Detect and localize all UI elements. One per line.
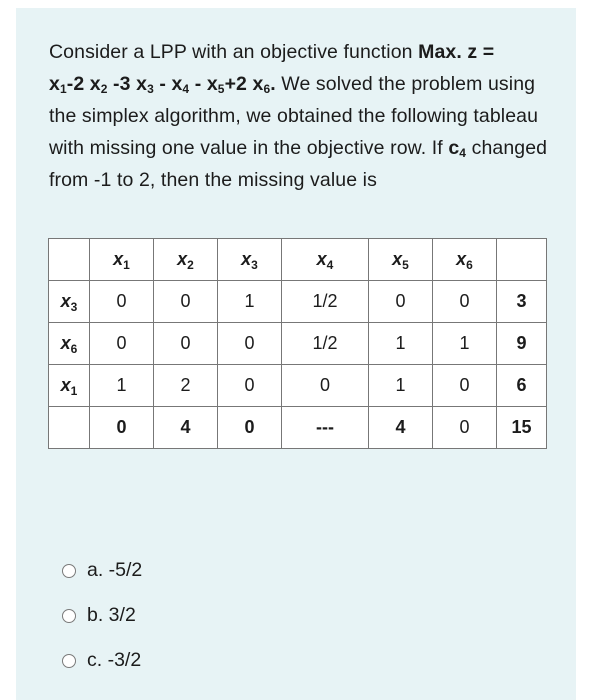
table-cell: 1 [369, 323, 433, 365]
table-cell: 0 [369, 281, 433, 323]
table-cell: 1 [433, 323, 497, 365]
header-cell-x1: $x_1$ [90, 239, 154, 281]
option-label: c. -3/2 [87, 649, 142, 671]
table-cell: 0 [218, 365, 282, 407]
answer-options [62, 548, 142, 683]
header-cell-x6: $x_6$ [433, 239, 497, 281]
objective-cell: 0 [90, 407, 154, 449]
objective-cell: 4 [369, 407, 433, 449]
header-cell-blank [49, 239, 90, 281]
tableau-row-x3 [49, 281, 547, 323]
option-label: a. -5/2 [87, 559, 143, 581]
tableau-objective-row [49, 407, 547, 449]
table-cell: 0 [90, 323, 154, 365]
radio-button-icon[interactable] [62, 609, 76, 623]
table-cell: 1/2 [282, 323, 369, 365]
header-cell-rhs [497, 239, 547, 281]
objective-cell: 4 [154, 407, 218, 449]
table-cell: 0 [154, 281, 218, 323]
option-c[interactable] [62, 638, 142, 683]
basic-variable-cell: $x_1$ [49, 365, 90, 407]
simplex-tableau [48, 238, 547, 449]
header-cell-x3: $x_3$ [218, 239, 282, 281]
table-cell: 1 [369, 365, 433, 407]
table-cell: 1/2 [282, 281, 369, 323]
rhs-cell: 6 [497, 365, 547, 407]
basic-variable-cell: $x_3$ [49, 281, 90, 323]
question-text: Consider a LPP with an objective function Max. z = $x_1-2$ $x_2$ -3 $x_3 - x_4 - x_5+2$ $x_6$. We solved the problem using the simplex algorithm, we obtained the following tableau with missing one value in the objective row. If $c_4$ changed from -1 to 2, then the missing value is [49, 41, 548, 191]
basic-variable-cell [49, 407, 90, 449]
option-a[interactable] [62, 548, 142, 593]
tableau-header-row [49, 239, 547, 281]
header-cell-x5: $x_5$ [369, 239, 433, 281]
missing-value-cell: --- [282, 407, 369, 449]
table-cell: 0 [154, 323, 218, 365]
objective-cell: 0 [433, 407, 497, 449]
basic-variable-cell: $x_6$ [49, 323, 90, 365]
table-cell: 1 [218, 281, 282, 323]
rhs-cell: 3 [497, 281, 547, 323]
tableau-row-x1 [49, 365, 547, 407]
option-b[interactable] [62, 593, 142, 638]
table-cell: 0 [433, 281, 497, 323]
tableau-row-x6 [49, 323, 547, 365]
rhs-cell: 9 [497, 323, 547, 365]
header-cell-x4: $x_4$ [282, 239, 369, 281]
radio-button-icon[interactable] [62, 654, 76, 668]
objective-cell: 0 [218, 407, 282, 449]
radio-button-icon[interactable] [62, 564, 76, 578]
table-cell: 0 [218, 323, 282, 365]
table-cell: 0 [90, 281, 154, 323]
rhs-cell: 15 [497, 407, 547, 449]
option-label: b. 3/2 [87, 604, 136, 626]
table-cell: 0 [282, 365, 369, 407]
table-cell: 2 [154, 365, 218, 407]
header-cell-x2: $x_2$ [154, 239, 218, 281]
table-cell: 0 [433, 365, 497, 407]
table-cell: 1 [90, 365, 154, 407]
